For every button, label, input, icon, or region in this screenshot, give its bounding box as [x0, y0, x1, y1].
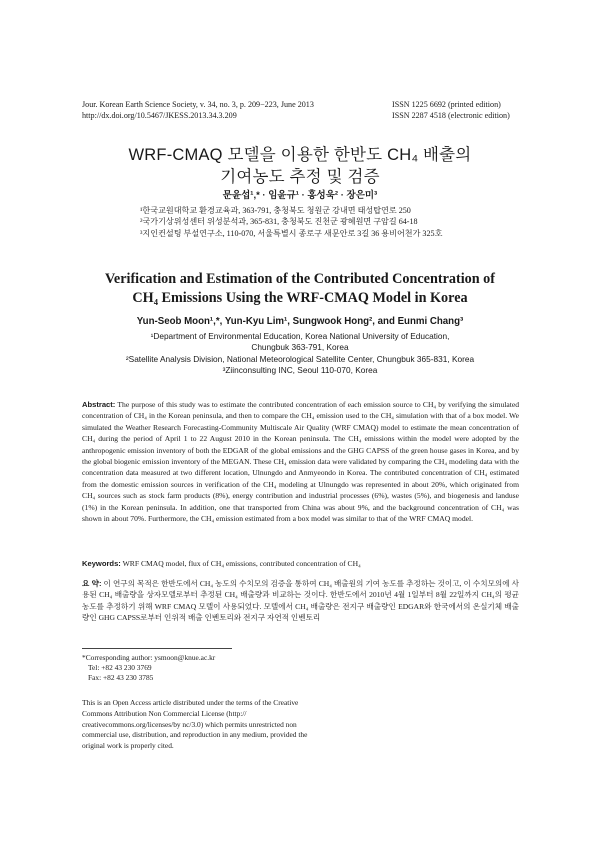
title-korean-line2: 기여농도 추정 및 검증	[220, 168, 380, 186]
title-english-line1: Verification and Estimation of the Contributed Concentration of	[104, 271, 496, 287]
footnote-divider	[82, 648, 232, 649]
summary-korean-label: 요 약:	[82, 579, 102, 588]
issn-block	[392, 99, 510, 121]
affiliations-english	[80, 331, 520, 377]
title-korean	[40, 144, 560, 188]
abstract	[82, 399, 519, 524]
affiliation-ko-2: ²국가기상위성센터 위성분석과, 365-831, 충청북도 진천군 광혜원면 구암길 64-18	[140, 217, 418, 227]
affiliation-en-3: ³Ziinconsulting INC, Seoul 110-070, Korea	[222, 365, 378, 376]
corresponding-author: *Corresponding author: ysmoon@knue.ac.kr	[82, 653, 216, 662]
summary-korean-text: 이 연구의 목적은 한반도에서 CH₄ 농도의 수치모의 검증을 통하여 CH₄ 배출원의 기여 농도를 추정하는 것이고, 이 수치모의에 사용된 CH₄ 배출량을 상자모델로부터 추정된 CH₄ 배출량과 비교하는 것이다. 한반도에서 2010년 4월 1일부터 8월 22일까지 CH₄의 평균 농도를 추정하기 위해 WRF CMAQ 모델이 사용되었다. 모델에서 CH₄ 배출량은 전지구 배출량인 EDGAR와 한국에서의 온실기체 배출량인 GHG CAPSS로부터 인위적 배출 인벤토리와 전지구 자연적 인벤토리	[82, 579, 519, 623]
title-korean-line1: WRF-CMAQ 모델을 이용한 한반도 CH₄ 배출의	[128, 146, 472, 164]
abstract-text: The purpose of this study was to estimate the contributed concentration of each emission source to CH₄ by verifying the simulated concentration of CH₄ in the Korean peninsula, and then to compare the CH₄ emission used to the CH₄ simulation with that of a box model. We simulated the Weather Research Forecasting-Community Multiscale Air Quality (WRF CMAQ) model to estimate the mean concentration of CH₄ during the period of April 1 to 22 August 2010 in the Korean peninsula. The CH₄ emissions within the model were adopted by the anthropogenic emission inventory of both the EDGAR of the global emissions and the GHG CAPSS of the green house gases in Korea, and by the global biogenic emission inventory of the MEGAN. These CH₄ emission data were validated by comparing the CH₄ modeling data with the concentration data measured at two different location, Ulnungdo and Anmyeondo in Korea. The contributed concentration of CH₄ estimated from the domestic emission sources in verification of the CH₄ modeling at Ulnungdo was represented in about 20%, which originated from CH₄ sources such as stock farm products (8%), energy contribution and industrial processes (6%), wastes (5%), and biogenesis and landuse (1%) in the Korean peninsula. In addition, one that transported from China was about 9%, and the background concentration of CH₄ was shown in about 70%. Furthermore, the CH₄ emission estimated from a box model was similar to that of the WRF CMAQ model.	[82, 400, 519, 524]
keywords	[82, 558, 519, 569]
authors-english: Yun-Seob Moon¹,*, Yun-Kyu Lim¹, Sungwook Hong², and Eunmi Chang³	[136, 316, 464, 327]
footnote	[82, 653, 322, 684]
doi-line: http://dx.doi.org/10.5467/JKESS.2013.34.3.209	[82, 111, 237, 120]
affiliation-en-2: ²Satellite Analysis Division, National Meteorological Satellite Center, Chungbuk 365-831, Korea	[125, 353, 475, 364]
open-access-notice: This is an Open Access article distributed under the terms of the Creative Commons Attribution Non Commercial License (http:// creativecommons.org/licenses/by nc/3.0) which permits unrestricted non commercial use, distribution, and reproduction in any medium, provided the original work is properly cited.	[82, 698, 308, 751]
issn-electronic: ISSN 2287 4518 (electronic edition)	[392, 111, 510, 120]
affiliation-ko-3: ³지인컨설팅 부설연구소, 110-070, 서울특별시 종로구 새문안로 3길 36 용비어천가 325호	[140, 228, 443, 238]
affiliations-korean	[140, 205, 560, 239]
issn-print: ISSN 1225 6692 (printed edition)	[392, 100, 501, 109]
fax: Fax: +82 43 230 3785	[88, 673, 154, 683]
abstract-label: Abstract:	[82, 400, 116, 409]
affiliation-ko-1: ¹한국교원대학교 환경교육과, 363-791, 충청북도 청원군 강내면 태성탑연로 250	[140, 206, 411, 215]
affiliation-en-1a: ¹Department of Environmental Education, Korea National University of Education,	[150, 331, 450, 341]
journal-citation	[82, 99, 314, 121]
authors-korean: 문윤섭¹,* · 임윤규¹ · 홍성욱² · 장은미³	[222, 190, 378, 201]
keywords-text: WRF CMAQ model, flux of CH₄ emissions, contributed concentration of CH₄	[122, 559, 361, 568]
tel: Tel: +82 43 230 3769	[88, 663, 152, 673]
affiliation-en-1b: Chungbuk 363-791, Korea	[251, 342, 349, 353]
title-english	[40, 270, 560, 307]
title-english-line2: CH₄ Emissions Using the WRF-CMAQ Model in Korea	[132, 289, 468, 306]
journal-line: Jour. Korean Earth Science Society, v. 34, no. 3, p. 209−223, June 2013	[82, 100, 314, 109]
keywords-label: Keywords:	[82, 559, 121, 568]
summary-korean	[82, 578, 519, 624]
